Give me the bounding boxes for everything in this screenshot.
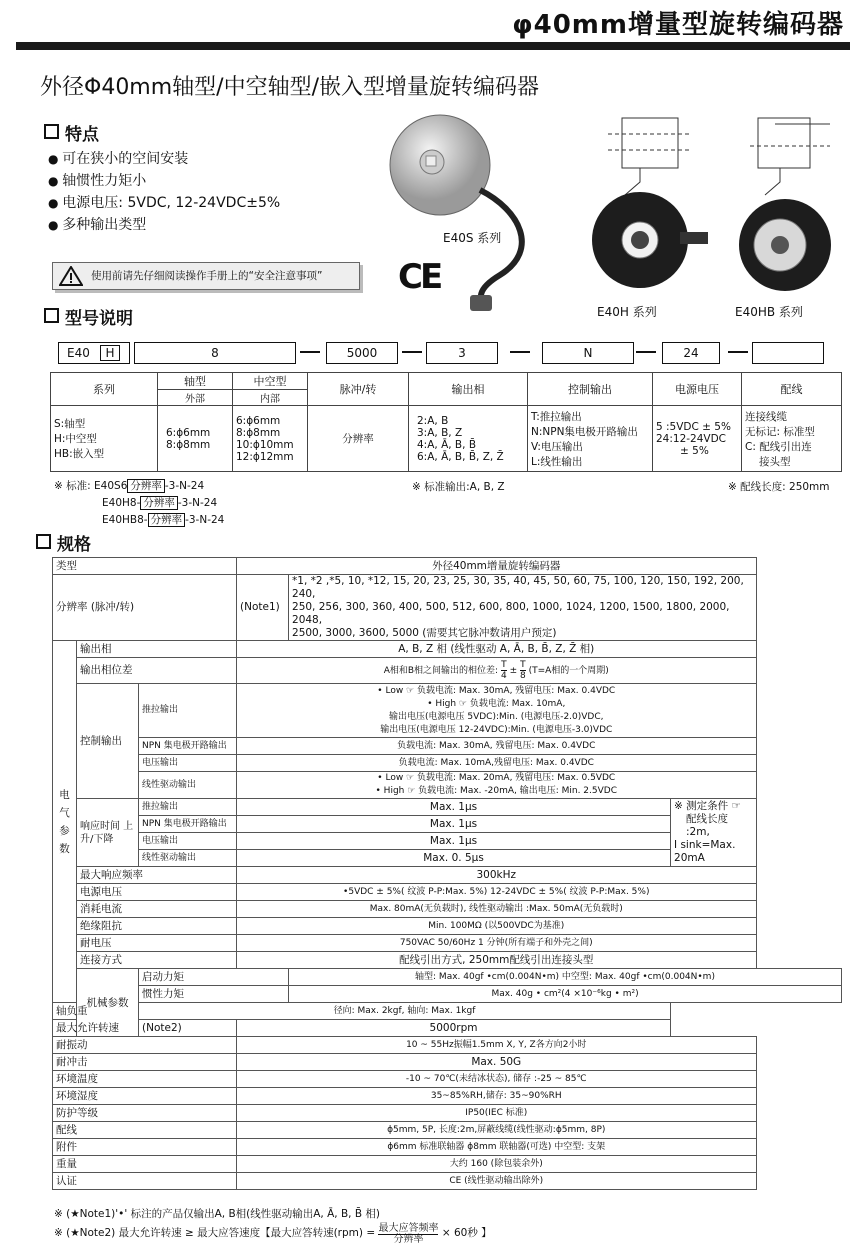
spec-label: 防护等级 [53, 1105, 237, 1122]
spec-value: A, B, Z 相 (线性驱动 A, Ā, B, B̄, Z, Z̄ 相) [237, 641, 756, 658]
spec-value: Min. 100MΩ (以500VDC为基准) [237, 918, 756, 935]
feature-item: ● 多种输出类型 [48, 214, 280, 236]
series-options: S:轴型 H:中空型 HB:嵌入型 [51, 406, 158, 472]
model-box-h: H [100, 345, 120, 361]
spec-value: •5VDC ± 5%( 纹波 P-P:Max. 5%) 12-24VDC ± 5%( 纹波 P-P:Max. 5%) [237, 884, 756, 901]
wiring-options: 连接线缆 无标记: 标准型 C: 配线引出连 接头型 [742, 406, 842, 472]
phase-options: 2:A, B 3:A, B, Z 4:A, Ā, B, B̄ 6:A, Ā, B, B̄, Z, Z̄ [409, 406, 528, 472]
spec-value: Max. 80mA(无负载时), 线性驱动输出 :Max. 50mA(无负载时) [237, 901, 756, 918]
resolution-option: 分辨率 [308, 406, 409, 472]
spec-label: 启动力矩 [139, 969, 289, 986]
spec-value: 配线引出方式, 250mm配线引出连接头型 [237, 952, 756, 969]
spec-value: 10 ~ 55Hz振幅1.5mm X, Y, Z各方向2小时 [237, 1037, 756, 1054]
safety-warning-box [52, 262, 360, 290]
e40s-encoder-image [370, 100, 610, 320]
spec-value: ϕ5mm, 5P, 长度:2m,屏蔽线缆(线性驱动:ϕ5mm, 8P) [237, 1122, 756, 1139]
spec-label: 响应时间 上升/下降 [77, 799, 139, 867]
spec-value: ϕ6mm 标准联轴器 ϕ8mm 联轴器(可选) 中空型: 支架 [237, 1139, 756, 1156]
spec-label: 连接方式 [77, 952, 237, 969]
spec-value: Max. 40g • cm²(4 ×10⁻⁶kg • m²) [289, 986, 842, 1003]
feature-item: ● 轴惯性力矩小 [48, 170, 280, 192]
standard-output: ※ 标准输出:A, B, Z [412, 481, 505, 493]
spec-label: 耐振动 [53, 1037, 237, 1054]
spec-value: 35~85%RH,储存: 35~90%RH [237, 1088, 756, 1105]
spec-label: 认证 [53, 1173, 237, 1190]
spec-value: 负载电流: Max. 30mA, 残留电压: Max. 0.4VDC [237, 738, 756, 755]
spec-label: 最大响应频率 [77, 867, 237, 884]
cable-length: ※ 配线长度: 250mm [728, 481, 830, 493]
header-bar [16, 42, 850, 50]
dash [510, 351, 530, 353]
spec-group-electrical: 电气参数 [53, 641, 77, 1003]
spec-value: -10 ~ 70℃(未结冰状态), 储存 :-25 ~ 85℃ [237, 1071, 756, 1088]
sub-shaft: 外部 [158, 390, 233, 406]
spec-label: 附件 [53, 1139, 237, 1156]
standard-models: ※ 标准: E40S6 分辨率 -3-N-24 E40H8- 分辨率 -3-N-24 E40HB8- 分辨率 -3-N-24 [54, 480, 225, 526]
col-resolution: 脉冲/转 [308, 373, 409, 406]
spec-value: 5000rpm [237, 1020, 671, 1037]
col-wiring: 配线 [742, 373, 842, 406]
spec-label: 电源电压 [77, 884, 237, 901]
e40hb-encoder-image [730, 190, 840, 300]
e40hb-drawing [740, 110, 840, 200]
spec-heading: 规格 [36, 530, 91, 555]
model-box-wiring [752, 342, 824, 364]
spec-sublabel: 线性驱动输出 [139, 772, 237, 799]
sub-hollow: 内部 [233, 390, 308, 406]
square-icon [36, 534, 51, 549]
test-condition: ※ 测定条件 ☞ 配线长度 :2m, I sink=Max. 20mA [671, 799, 756, 867]
spec-value: Max. 0. 5μs [237, 850, 671, 867]
spec-label: 绝缘阻抗 [77, 918, 237, 935]
col-series: 系列 [51, 373, 158, 406]
square-icon [44, 308, 59, 323]
spec-value: Max. 1μs [237, 799, 671, 816]
spec-label: 输出相 [77, 641, 237, 658]
model-box-shaft: 8 [134, 342, 296, 364]
spec-note: (Note1) [237, 575, 289, 641]
shaft-options: 6:ϕ6mm 8:ϕ8mm [158, 406, 233, 472]
spec-label: 控制输出 [77, 684, 139, 799]
spec-value: • Low ☞ 负载电流: Max. 30mA, 残留电压: Max. 0.4VDC • High ☞ 负载电流: Max. 10mA, 输出电压(电源电压 5VDC):Min. (电源电压-2.0)VDC, 输出电压(电源电压 12-24VDC):Min. (电源电压-3.0)VDC [237, 684, 756, 738]
spec-value: • Low ☞ 负载电流: Max. 20mA, 残留电压: Max. 0.5VDC • High ☞ 负载电流: Max. -20mA, 输出电压: Min. 2.5VDC [237, 772, 756, 799]
spec-sublabel: 电压输出 [139, 755, 237, 772]
spec-label: 耐电压 [77, 935, 237, 952]
spec-sublabel: 推拉输出 [139, 684, 237, 738]
spec-note: (Note2) [139, 1020, 237, 1037]
spec-label: 配线 [53, 1122, 237, 1139]
spec-value: 300kHz [237, 867, 756, 884]
model-box-series: E40 [58, 342, 130, 364]
spec-value: 径向: Max. 2kgf, 轴向: Max. 1kgf [139, 1003, 671, 1020]
power-options: 5 :5VDC ± 5% 24:12-24VDC ± 5% [653, 406, 742, 472]
dash [636, 351, 656, 353]
e40h-encoder-image [590, 180, 710, 300]
model-heading: 型号说明 [44, 304, 133, 329]
spec-sublabel: 线性驱动输出 [139, 850, 237, 867]
dash [728, 351, 748, 353]
features-heading: 特点 [44, 120, 99, 145]
spec-value: *1, *2 ,*5, 10, *12, 15, 20, 23, 25, 30, 35, 40, 45, 50, 60, 75, 100, 120, 150, 192, 200, 240, 250, 256, 300, 360, 400, 500, 512, 600, 800, 1000, 1024, 1200, 1500, 1800, 2000, 2048, 2500, 3000, 3600, 5000 (需要其它脉冲数请用户预定) [289, 575, 756, 641]
col-power: 电源电压 [653, 373, 742, 406]
spec-value: Max. 1μs [237, 816, 671, 833]
spec-value: IP50(IEC 标准) [237, 1105, 756, 1122]
spec-label: 分辨率 (脉冲/转) [53, 575, 237, 641]
spec-sublabel: 推拉输出 [139, 799, 237, 816]
spec-sublabel: NPN 集电极开路输出 [139, 816, 237, 833]
spec-value: 负载电流: Max. 10mA,残留电压: Max. 0.4VDC [237, 755, 756, 772]
spec-sublabel: NPN 集电极开路输出 [139, 738, 237, 755]
caption-e40hb: E40HB 系列 [735, 305, 803, 319]
spec-value: A相和B相之间输出的相位差: $\frac{T}{4}$ ± $\frac{T}{8}$ (T=A相的一个周期) [237, 658, 756, 684]
spec-value: 外径40mm增量旋转编码器 [237, 558, 756, 575]
col-control: 控制输出 [528, 373, 653, 406]
model-box-control: N [542, 342, 634, 364]
spec-value: 大约 160 (除包装余外) [237, 1156, 756, 1173]
page-subtitle: 外径Φ40mm轴型/中空轴型/嵌入型增量旋转编码器 [40, 75, 539, 100]
spec-value: CE (线性驱动输出除外) [237, 1173, 756, 1190]
spec-value: 轴型: Max. 40gf •cm(0.004N•m) 中空型: Max. 40gf •cm(0.004N•m) [289, 969, 842, 986]
page-header-title: φ40mm增量型旋转编码器 [512, 10, 844, 40]
model-box-power: 24 [662, 342, 720, 364]
spec-label: 消耗电流 [77, 901, 237, 918]
square-icon [44, 124, 59, 139]
hollow-options: 6:ϕ6mm 8:ϕ8mm 10:ϕ10mm 12:ϕ12mm [233, 406, 308, 472]
spec-label: 耐冲击 [53, 1054, 237, 1071]
spec-value: Max. 1μs [237, 833, 671, 850]
spec-table [52, 557, 842, 1190]
spec-label: 轴负重 [53, 1003, 139, 1020]
spec-value: Max. 50G [237, 1054, 756, 1071]
spec-value: 750VAC 50/60Hz 1 分钟(所有端子和外壳之间) [237, 935, 756, 952]
note-2: ※ (★Note2) 最大允许转速 ≥ 最大应答速度【最大应答转速(rpm) = $\frac{\text{最大应答频率}}{\text{分辨率}}$ × 60秒 】 [54, 1223, 492, 1245]
feature-item: ● 电源电压: 5VDC, 12-24VDC±5% [48, 192, 280, 214]
caption-e40h: E40H 系列 [597, 305, 657, 319]
features-list [48, 148, 280, 236]
spec-group-mechanical: 机械参数 [77, 969, 139, 1037]
caption-e40s: E40S 系列 [443, 231, 502, 245]
model-box-resolution: 5000 [326, 342, 398, 364]
warning-text: 使用前请先仔细阅读操作手册上的“安全注意事项” [91, 270, 323, 282]
feature-item: ● 可在狭小的空间安装 [48, 148, 280, 170]
spec-label: 惯性力矩 [139, 986, 289, 1003]
spec-label: 环境温度 [53, 1071, 237, 1088]
spec-sublabel: 电压输出 [139, 833, 237, 850]
col-shaft: 轴型 [158, 373, 233, 390]
spec-label: 最大允许转速 [53, 1020, 139, 1037]
model-box-phase: 3 [426, 342, 498, 364]
ce-mark: CE [398, 257, 441, 297]
spec-label: 环境湿度 [53, 1088, 237, 1105]
control-options: T:推拉输出 N:NPN集电极开路输出 V:电压输出 L:线性输出 [528, 406, 653, 472]
model-table [50, 372, 842, 472]
dash [402, 351, 422, 353]
col-hollow: 中空型 [233, 373, 308, 390]
dash [300, 351, 320, 353]
spec-label: 重量 [53, 1156, 237, 1173]
spec-label: 输出相位差 [77, 658, 237, 684]
note-1: ※ (★Note1)'•' 标注的产品仅输出A, B相(线性驱动输出A, Ā, B, B̄ 相) [54, 1208, 380, 1220]
col-phase: 输出相 [409, 373, 528, 406]
spec-label: 类型 [53, 558, 237, 575]
warning-icon [59, 266, 83, 286]
